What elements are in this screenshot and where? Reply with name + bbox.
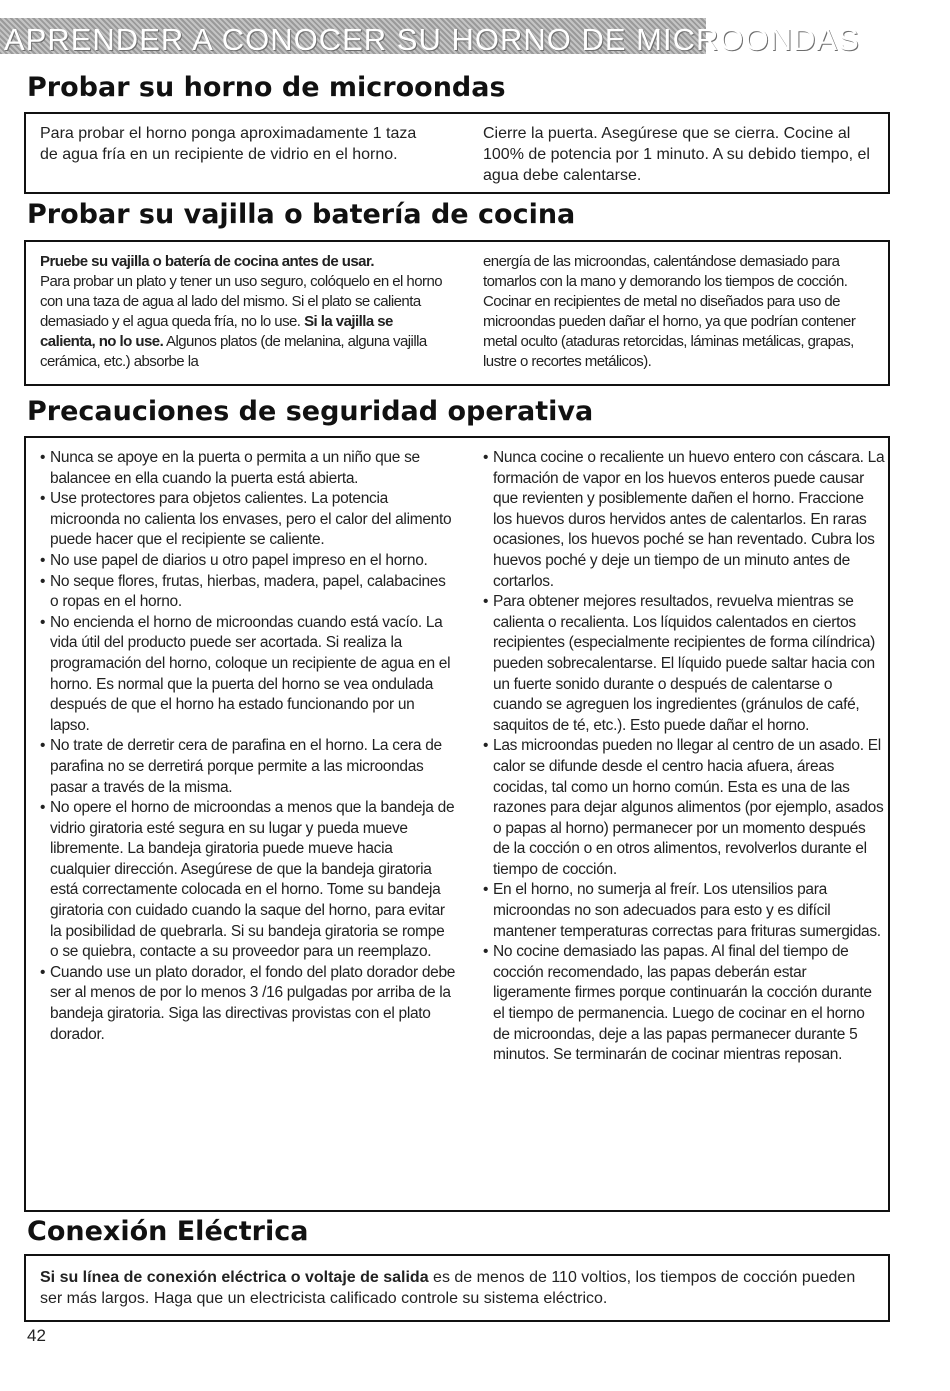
list-item: • Para obtener mejores resultados, revuelva mientras se calienta o recalienta. Los líquidos calentados en ciertos recipientes (especialmente recipientes de forma cilíndrica) pueden sobrecalentarse. El líquido puede saltar hacia con un fuerte sonido durante o después de calentarse o cuando se agreguen los ingredientes (gránulos de café, saquitos de té, etc.). Esto puede dañar el horno. bbox=[483, 592, 885, 736]
safety-list-left bbox=[40, 448, 456, 1045]
electrical-body: es de menos de 110 voltios, los tiempos de cocción pueden ser más largos. Haga que un electricista calificado controle su sistema eléctrico. bbox=[40, 1269, 856, 1307]
list-item: • No use papel de diarios u otro papel impreso en el horno. bbox=[40, 551, 456, 572]
box-test-cookware bbox=[24, 240, 890, 386]
test-oven-left: Para probar el horno ponga aproximadamente 1 taza de agua fría en un recipiente de vidrio en el horno. bbox=[40, 125, 417, 163]
heading-electrical-connection: Conexión Eléctrica bbox=[27, 1216, 309, 1247]
list-item: • Use protectores para objetos calientes. La potencia microonda no calienta los envases, pero el calor del alimento puede hacer que el recipiente se caliente. bbox=[40, 489, 456, 551]
section-banner bbox=[0, 18, 860, 57]
test-cookware-right: energía de las microondas, calentándose demasiado para tomarlos con la mano y demorando los tiempos de cocción. Cocinar en recipientes de metal no diseñados para uso de microondas pueden dañar el horno, ya que podrían contener metal oculto (ataduras retorcidas, láminas metálicas, grapas, lustre o recortes metálicos). bbox=[483, 253, 856, 370]
safety-list-right bbox=[483, 448, 885, 1066]
box-electrical-connection bbox=[24, 1254, 890, 1322]
box-safety-precautions bbox=[24, 436, 890, 1212]
list-item: • No trate de derretir cera de parafina en el horno. La cera de parafina no se derretirá porque permite a las microondas pasar a través de la misma. bbox=[40, 736, 456, 798]
test-cookware-lead: Pruebe su vajilla o batería de cocina antes de usar. bbox=[40, 253, 375, 270]
heading-safety-precautions: Precauciones de seguridad operativa bbox=[27, 396, 594, 427]
test-oven-right: Cierre la puerta. Asegúrese que se cierra. Cocine al 100% de potencia por 1 minuto. A su debido tiempo, el agua debe calentarse. bbox=[483, 125, 870, 184]
list-item: • No seque flores, frutas, hierbas, madera, papel, calabacines o ropas en el horno. bbox=[40, 572, 456, 613]
list-item: • Las microondas pueden no llegar al centro de un asado. El calor se difunde desde el centro hacia afuera, áreas cocidas, tal como un horno común. Esta es una de las razones para dejar algunos alimentos (por ejemplo, asados o papas al horno) permanecer por un momento después de la cocción o en otros alimentos, revolverlos durante el tiempo de cocción. bbox=[483, 736, 885, 880]
test-cookware-text-b: Algunos platos (de melanina, alguna vajilla cerámica, etc.) absorbe la bbox=[40, 333, 427, 370]
list-item: • No cocine demasiado las papas. Al final del tiempo de cocción recomendado, las papas deberán estar ligeramente firmes porque continuarán la cocción durante el tiempo de permanencia. Luego de cocinar en el horno de microondas, deje a las papas permanecer durante 5 minutos. Se terminarán de cocinar mientras reposan. bbox=[483, 942, 885, 1066]
list-item: • Nunca cocine o recaliente un huevo entero con cáscara. La formación de vapor en los huevos enteros puede causar que revienten y posiblemente dañen el horno. Fraccione los huevos duros hervidos antes de calentarlos. En raras ocasiones, los huevos poché se han reventado. Cubra los huevos poché y deje un tiempo de un minuto antes de cortarlos. bbox=[483, 448, 885, 592]
list-item: • Nunca se apoye en la puerta o permita a un niño que se balancee en ella cuando la puerta está abierta. bbox=[40, 448, 456, 489]
list-item: • No opere el horno de microondas a menos que la bandeja de vidrio giratoria esté segura en su lugar y pueda mueve libremente. La bandeja giratoria puede mueve hacia cualquier dirección. Asegúrese de que la bandeja giratoria está correctamente colocada en el horno. Tome su bandeja giratoria con cuidado cuando la saque del horno, para evitar la posibilidad de quebrarla. Si su bandeja giratoria se rompe o se quiebra, contacte a su proveedor para un reemplazo. bbox=[40, 798, 456, 963]
test-cookware-text-a: Para probar un plato y tener un uso seguro, colóquelo en el horno con una taza de agua al lado del mismo. Si el plato se calienta demasiado y el agua queda fría, no lo use. bbox=[40, 273, 443, 330]
electrical-bold-lead: Si su línea de conexión eléctrica o voltaje de salida bbox=[40, 1269, 429, 1286]
heading-test-oven: Probar su horno de microondas bbox=[27, 72, 506, 103]
banner-text: APRENDER A CONOCER SU HORNO DE MICROONDAS bbox=[4, 22, 860, 57]
list-item: • Cuando use un plato dorador, el fondo del plato dorador debe ser al menos de por lo menos 3 /16 pulgadas por arriba de la bandeja giratoria. Siga las directivas provistas con el plato dorador. bbox=[40, 963, 456, 1045]
list-item: • En el horno, no sumerja al freír. Los utensilios para microondas no son adecuados para esto y es difícil mantener temperaturas correctas para frituras sumergidas. bbox=[483, 880, 885, 942]
heading-test-cookware: Probar su vajilla o batería de cocina bbox=[27, 199, 576, 230]
electrical-text bbox=[40, 1267, 880, 1309]
page-number: 42 bbox=[27, 1326, 46, 1345]
box-test-oven bbox=[24, 112, 890, 194]
test-cookware-left bbox=[40, 252, 450, 372]
list-item: • No encienda el horno de microondas cuando está vacío. La vida útil del producto puede ser acortada. Si realiza la programación del horno, coloque un recipiente de agua en el horno. Es normal que la puerta del horno se vea ondulada después de que el horno ha estado funcionando por un lapso. bbox=[40, 613, 456, 737]
test-cookware-warning: Si la vajilla se calienta, no lo use. bbox=[40, 313, 393, 350]
